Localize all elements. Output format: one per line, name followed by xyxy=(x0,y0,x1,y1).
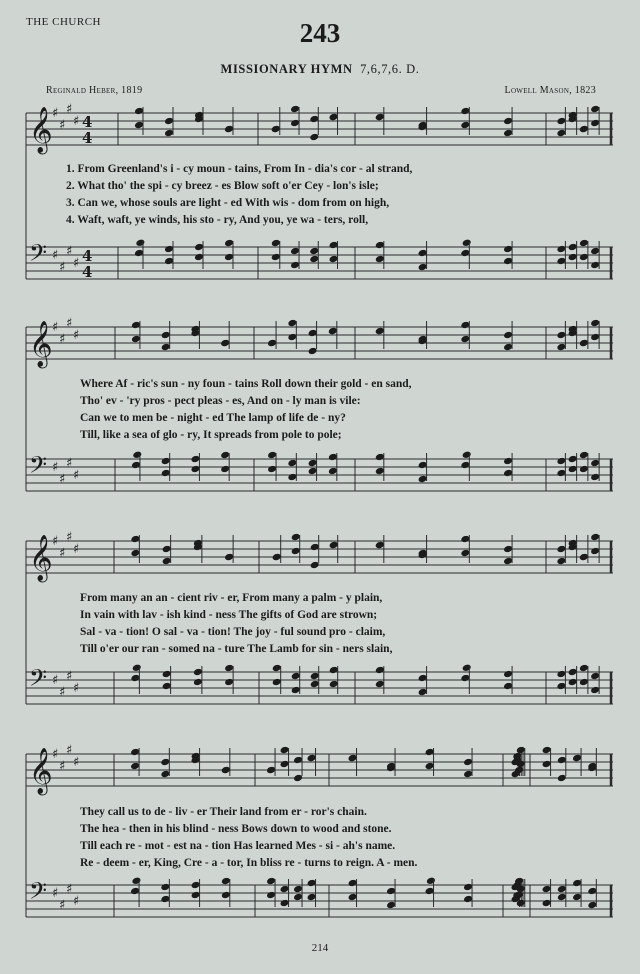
treble-clef-icon: 𝄞 xyxy=(29,321,53,367)
note-head xyxy=(348,893,358,902)
lyric-text: Till each re - mot - est na - tion Has learned Mes - si - ah's name. xyxy=(80,840,396,852)
note-head xyxy=(425,762,435,771)
sharp-icon: ♯ xyxy=(59,260,66,275)
note-head xyxy=(557,893,567,902)
note-head xyxy=(386,901,396,910)
lyric-text: From Greenland's i - cy moun - tains, From In - dia's cor - al strand, xyxy=(77,163,413,175)
sharp-icon: ♯ xyxy=(52,673,59,688)
note-head xyxy=(307,754,317,763)
note-head xyxy=(425,748,435,757)
lyric-text: The hea - then in his blind - ness Bows down to wood and stone. xyxy=(80,823,392,835)
lyric-text: From many an an - cient riv - er, From many a palm - y plain, xyxy=(80,592,383,604)
time-signature: 4 xyxy=(82,129,93,147)
lyric-text: Waft, waft, ye winds, his sto - ry, And you, ye wa - ters, roll, xyxy=(77,214,369,226)
sharp-icon: ♯ xyxy=(52,534,59,549)
lyric-text: Till, like a sea of glo - ry, It spreads from pole to pole; xyxy=(80,429,342,441)
meter: 7,6,7,6. D. xyxy=(360,62,420,76)
sharp-icon: ♯ xyxy=(52,106,59,121)
lyric-text: What tho' the spi - cy breez - es Blow soft o'er Cey - lon's isle; xyxy=(77,180,379,192)
time-signature: 4 xyxy=(82,113,93,131)
note-head xyxy=(160,758,170,767)
lyric-line xyxy=(80,840,395,852)
note-head xyxy=(131,877,141,886)
sharp-icon: ♯ xyxy=(73,681,80,696)
sharp-icon: ♯ xyxy=(59,332,66,347)
sharp-icon: ♯ xyxy=(52,460,59,475)
sharp-icon: ♯ xyxy=(59,118,66,133)
lyric-text: Tho' ev - 'ry pros - pect pleas - es, And on - ly man is vile: xyxy=(80,395,361,407)
note-head xyxy=(463,895,473,904)
sharp-icon: ♯ xyxy=(59,898,66,913)
note-head xyxy=(348,879,358,888)
sharp-icon: ♯ xyxy=(52,248,59,263)
note-head xyxy=(280,899,290,908)
sharp-icon: ♯ xyxy=(66,530,73,545)
treble-clef-icon: 𝄞 xyxy=(29,107,53,153)
note-head xyxy=(463,758,473,767)
sharp-icon: ♯ xyxy=(66,244,73,259)
note-head xyxy=(160,770,170,779)
note-head xyxy=(191,891,201,900)
note-head xyxy=(425,887,435,896)
verse-number: 4. xyxy=(66,214,78,226)
sharp-icon: ♯ xyxy=(66,743,73,758)
treble-clef-icon: 𝄞 xyxy=(29,748,53,794)
lyric-line xyxy=(80,823,392,835)
note-head xyxy=(280,760,290,769)
sharp-icon: ♯ xyxy=(59,685,66,700)
sharp-icon: ♯ xyxy=(73,755,80,770)
note-head xyxy=(307,879,317,888)
note-head xyxy=(221,891,231,900)
hymn-number: 243 xyxy=(299,18,341,48)
sharp-icon: ♯ xyxy=(73,328,80,343)
note-head xyxy=(587,887,597,896)
sharp-icon: ♯ xyxy=(66,882,73,897)
tune-name: MISSIONARY HYMN xyxy=(220,62,353,76)
bass-clef-icon: 𝄢 xyxy=(29,877,48,910)
note-head xyxy=(266,766,276,775)
note-head xyxy=(280,885,290,894)
sharp-icon: ♯ xyxy=(73,542,80,557)
note-head xyxy=(130,762,140,771)
note-head xyxy=(542,885,552,894)
note-head xyxy=(572,879,582,888)
sharp-icon: ♯ xyxy=(66,316,73,331)
sharp-icon: ♯ xyxy=(66,102,73,117)
sharp-icon: ♯ xyxy=(73,468,80,483)
verse-number: 2. xyxy=(66,180,78,192)
note-head xyxy=(572,754,582,763)
note-head xyxy=(348,754,358,763)
time-signature: 4 xyxy=(82,263,93,281)
bass-clef-icon: 𝄢 xyxy=(29,239,48,272)
note-head xyxy=(386,887,396,896)
note-head xyxy=(463,883,473,892)
lyric-text: Re - deem - er, King, Cre - a - tor, In bliss re - turns to reign. A - men. xyxy=(80,857,418,869)
note-head xyxy=(463,770,473,779)
bass-clef-icon: 𝄢 xyxy=(29,664,48,697)
note-head xyxy=(266,891,276,900)
note-head xyxy=(572,893,582,902)
words-credit: Reginald Heber, 1819 xyxy=(46,85,143,96)
sharp-icon: ♯ xyxy=(73,256,80,271)
time-signature: 4 xyxy=(82,247,93,265)
lyric-text: They call us to de - liv - er Their land from er - ror's chain. xyxy=(80,806,367,818)
lyric-text: In vain with lav - ish kind - ness The gifts of God are strown; xyxy=(80,609,378,621)
lyric-line xyxy=(80,806,367,818)
note-head xyxy=(293,756,303,765)
verse-number: 1. xyxy=(66,163,78,175)
note-head xyxy=(160,895,170,904)
note-head xyxy=(307,893,317,902)
note-head xyxy=(160,883,170,892)
note-head xyxy=(266,877,276,886)
note-head xyxy=(293,774,303,783)
lyric-text: Can we to men be - night - ed The lamp of life de - ny? xyxy=(80,412,346,424)
note-head xyxy=(557,756,567,765)
note-head xyxy=(293,893,303,902)
note-head xyxy=(293,885,303,894)
sharp-icon: ♯ xyxy=(59,472,66,487)
page-number: 214 xyxy=(311,942,329,954)
lyric-text: Where Af - ric's sun - ny foun - tains Roll down their gold - en sand, xyxy=(80,378,412,390)
note-head xyxy=(557,885,567,894)
lyric-text: Sal - va - tion! O sal - va - tion! The joy - ful sound pro - claim, xyxy=(80,626,386,638)
note-head xyxy=(221,766,231,775)
lyric-line xyxy=(80,857,417,869)
music-credit: Lowell Mason, 1823 xyxy=(504,85,596,96)
treble-clef-icon: 𝄞 xyxy=(29,535,53,581)
sharp-icon: ♯ xyxy=(73,894,80,909)
note-head xyxy=(557,774,567,783)
section-title: THE CHURCH xyxy=(26,16,101,28)
sharp-icon: ♯ xyxy=(59,546,66,561)
sharp-icon: ♯ xyxy=(59,759,66,774)
sharp-icon: ♯ xyxy=(66,456,73,471)
sharp-icon: ♯ xyxy=(66,669,73,684)
lyric-text: Till o'er our ran - somed na - ture The Lamb for sin - ners slain, xyxy=(80,643,393,655)
sharp-icon: ♯ xyxy=(73,114,80,129)
note-head xyxy=(280,746,290,755)
note-head xyxy=(542,760,552,769)
sharp-icon: ♯ xyxy=(52,320,59,335)
sharp-icon: ♯ xyxy=(52,747,59,762)
note-head xyxy=(426,877,436,886)
note-head xyxy=(130,748,140,757)
lyric-text: Can we, whose souls are light - ed With wis - dom from on high, xyxy=(77,197,390,209)
note-head xyxy=(221,877,231,886)
note-head xyxy=(542,899,552,908)
verse-number: 3. xyxy=(66,197,78,209)
note-head xyxy=(130,887,140,896)
sharp-icon: ♯ xyxy=(52,886,59,901)
note-head xyxy=(542,746,552,755)
note-head xyxy=(587,901,597,910)
note-head xyxy=(191,881,201,890)
bass-clef-icon: 𝄢 xyxy=(29,451,48,484)
